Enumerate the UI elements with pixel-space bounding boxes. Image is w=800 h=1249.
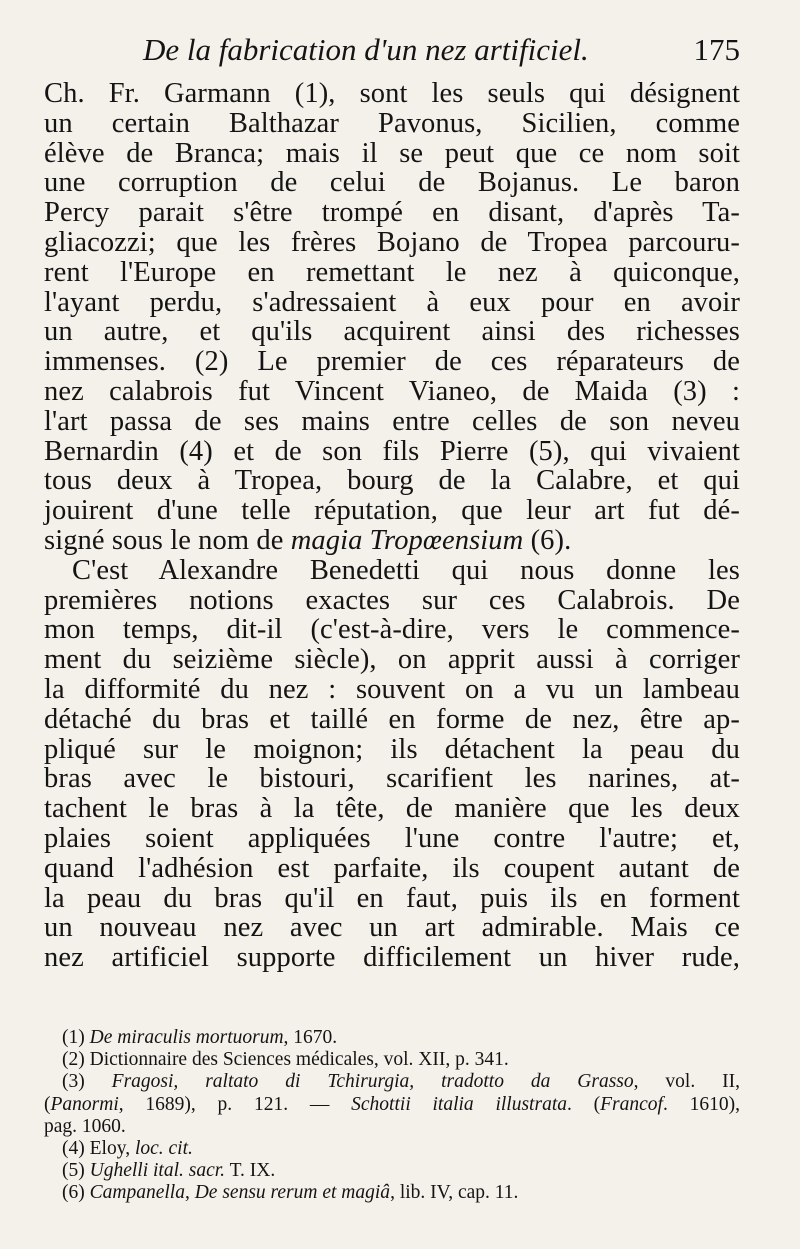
text-line: la difformité du nez : souvent on a vu un lambeau <box>44 673 740 705</box>
footnote-number: (3) <box>62 1071 85 1093</box>
footnote-italic: Campanella <box>89 1182 185 1204</box>
footnote-text: Eloy, <box>89 1137 135 1159</box>
text-line: un certain Balthazar Pavonus, Sicilien, comme <box>44 107 740 139</box>
footnote-text: , vol. II, <box>633 1071 741 1093</box>
footnote-text: pag. 1060. <box>44 1115 126 1137</box>
footnote-italic: De miraculis mortuorum <box>89 1027 284 1048</box>
footnote-number: (2) <box>62 1049 85 1071</box>
text-line: pliqué sur le moignon; ils détachent la peau du <box>44 733 740 765</box>
text-line: Ch. Fr. Garmann (1), sont les seuls qui désignent <box>44 78 740 109</box>
text-line: ment du seizième siècle), on apprit aussi à corriger <box>44 644 740 676</box>
text-line: l'art passa de ses mains entre celles de son neveu <box>44 405 740 437</box>
text-line: premières notions exactes sur ces Calabrois. De <box>44 584 740 616</box>
footnote-text: . 1610), <box>662 1093 740 1115</box>
text-line-paragraph-end <box>44 526 740 556</box>
text-line: un autre, et qu'ils acquirent ainsi des richesses <box>44 316 740 348</box>
text-line: tous deux à Tropea, bourg de la Calabre, et qui <box>44 465 740 497</box>
footnote-text: , <box>184 1182 195 1204</box>
text-segment: signé sous le nom de <box>44 524 291 556</box>
text-line: nez artificiel supporte difficilement un hiver rude, <box>44 942 740 974</box>
text-line: élève de Branca; mais il se peut que ce nom soit <box>44 137 740 169</box>
footnote-4 <box>44 1138 740 1160</box>
footnote-text: Dictionnaire des Sciences médicales, vol. XII, p. 341. <box>89 1049 509 1071</box>
footnote-2 <box>44 1049 740 1071</box>
footnote-3 <box>44 1071 740 1093</box>
body-text <box>44 79 740 973</box>
italic-phrase: magia Tropœensium <box>290 524 524 556</box>
text-line: la peau du bras qu'il en faut, puis ils en forment <box>44 882 740 914</box>
text-line: un nouveau nez avec un art admirable. Mais ce <box>44 912 740 944</box>
footnote-italic: Fragosi, raltato di Tchirurgia, tradotto da Grasso <box>111 1071 634 1093</box>
footnote-italic: loc. cit. <box>134 1137 193 1159</box>
text-line: bras avec le bistouri, scarifient les narines, at- <box>44 763 740 795</box>
footnote-italic: De sensu rerum et magiâ <box>194 1182 391 1204</box>
footnote-1 <box>44 1027 740 1049</box>
footnote-text: , 1670. <box>283 1027 338 1048</box>
running-head <box>48 30 740 70</box>
text-segment: (6). <box>523 524 572 556</box>
footnote-number: (1) <box>62 1027 85 1048</box>
text-line: quand l'adhésion est parfaite, ils coupent autant de <box>44 852 740 884</box>
footnote-3-continued <box>44 1094 740 1116</box>
footnote-3-end <box>44 1116 740 1138</box>
footnotes <box>44 1027 740 1205</box>
text-line: nez calabrois fut Vincent Vianeo, de Maida (3) : <box>44 375 740 407</box>
footnote-text: , 1689), p. 121. — <box>118 1093 352 1115</box>
text-line: l'ayant perdu, s'adressaient à eux pour en avoir <box>44 286 740 318</box>
text-line: Percy parait s'être trompé en disant, d'après Ta- <box>44 197 740 229</box>
footnote-italic: Francof <box>600 1093 663 1115</box>
text-line: Bernardin (4) et de son fils Pierre (5), qui vivaient <box>44 435 740 467</box>
footnote-6 <box>44 1182 740 1204</box>
running-title: De la fabrication d'un nez artificiel. <box>143 32 589 67</box>
footnote-number: (6) <box>62 1182 85 1204</box>
text-line: une corruption de celui de Bojanus. Le baron <box>44 167 740 199</box>
footnote-text: , lib. IV, cap. 11. <box>390 1182 519 1204</box>
footnote-5 <box>44 1160 740 1182</box>
text-line: rent l'Europe en remettant le nez à quiconque, <box>44 256 740 288</box>
footnote-text: . ( <box>566 1093 601 1115</box>
footnote-number: (5) <box>62 1160 85 1182</box>
text-line: plaies soient appliquées l'une contre l'autre; et, <box>44 822 740 854</box>
text-line: tachent le bras à la tête, de manière que les deux <box>44 793 740 825</box>
text-line: mon temps, dit-il (c'est-à-dire, vers le commence- <box>44 614 740 646</box>
footnote-italic: Panormi <box>50 1093 119 1115</box>
text-line: jouirent d'une telle réputation, que leur art fut dé- <box>44 495 740 527</box>
footnote-text: T. IX. <box>225 1160 276 1182</box>
footnote-text: ( <box>44 1093 51 1115</box>
text-line: immenses. (2) Le premier de ces réparateurs de <box>44 346 740 378</box>
footnote-number: (4) <box>62 1137 85 1159</box>
text-line-paragraph-start: C'est Alexandre Benedetti qui nous donne les <box>72 554 740 586</box>
footnote-italic: Schottii italia illustrata <box>351 1093 567 1115</box>
page-number: 175 <box>693 32 740 67</box>
footnote-italic: Ughelli ital. sacr. <box>89 1160 226 1182</box>
text-line: gliacozzi; que les frères Bojano de Tropea parcouru- <box>44 226 740 258</box>
text-line: détaché du bras et taillé en forme de nez, être ap- <box>44 703 740 735</box>
